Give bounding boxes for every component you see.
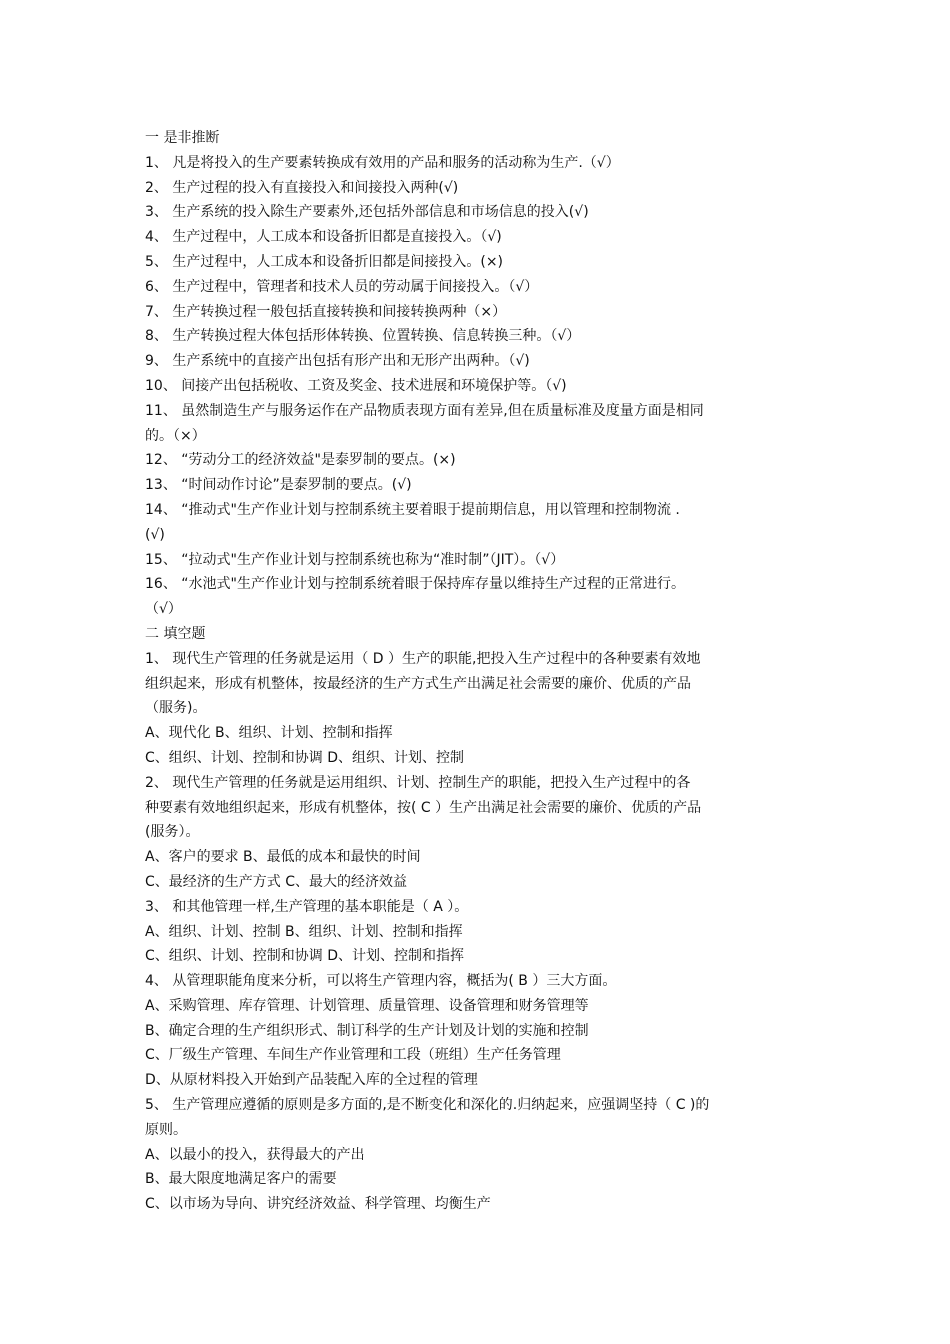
text-line: B、最大限度地满足客户的需要 bbox=[145, 1171, 337, 1188]
text-line: 种要素有效地组织起来，形成有机整体，按( C ）生产出满足社会需要的廉价、优质的产品 bbox=[145, 799, 702, 816]
text-line: 14、 “推动式"生产作业计划与控制系统主要着眼于提前期信息，用以管理和控制物流 . bbox=[145, 501, 680, 518]
text-line: 的。（×） bbox=[145, 427, 206, 444]
text-line: 1、 现代生产管理的任务就是运用（ D ）生产的职能,把投入生产过程中的各种要素有效地 bbox=[145, 650, 701, 667]
text-line: 原则。 bbox=[145, 1121, 187, 1138]
text-line: 二 填空题 bbox=[145, 625, 206, 642]
text-line: 4、 生产过程中，人工成本和设备折旧都是直接投入。（√) bbox=[145, 229, 502, 246]
text-line: C、以市场为导向、讲究经济效益、科学管理、均衡生产 bbox=[145, 1196, 491, 1213]
text-line: 11、 虽然制造生产与服务运作在产品物质表现方面有差异,但在质量标准及度量方面是相同 bbox=[145, 402, 704, 419]
text-line: 10、 间接产出包括税收、工资及奖金、技术进展和环境保护等。（√) bbox=[145, 377, 567, 394]
text-line: 1、 凡是将投入的生产要素转换成有效用的产品和服务的活动称为生产.（√） bbox=[145, 154, 620, 171]
text-line: 15、 “拉动式"生产作业计划与控制系统也称为“准时制”（JIT）。（√） bbox=[145, 551, 565, 568]
text-line: B、确定合理的生产组织形式、制订科学的生产计划及计划的实施和控制 bbox=[145, 1022, 589, 1039]
text-line: A、组织、计划、控制 B、组织、计划、控制和指挥 bbox=[145, 923, 463, 940]
text-line: 6、 生产过程中，管理者和技术人员的劳动属于间接投入。（√） bbox=[145, 278, 539, 295]
text-line: 13、 “时间动作讨论”是泰罗制的要点。(√) bbox=[145, 477, 412, 494]
text-line: 组织起来，形成有机整体，按最经济的生产方式生产出满足社会需要的廉价、优质的产品 bbox=[145, 675, 691, 692]
text-line: C、组织、计划、控制和协调 D、计划、控制和指挥 bbox=[145, 948, 465, 965]
text-line: 5、 生产过程中，人工成本和设备折旧都是间接投入。(×) bbox=[145, 253, 504, 270]
text-line: 2、 生产过程的投入有直接投入和间接投入两种(√) bbox=[145, 179, 459, 196]
text-line: A、客户的要求 B、最低的成本和最快的时间 bbox=[145, 849, 421, 866]
text-line: A、以最小的投入，获得最大的产出 bbox=[145, 1146, 365, 1163]
text-line: C、最经济的生产方式 C、最大的经济效益 bbox=[145, 873, 407, 890]
text-line: 7、 生产转换过程一般包括直接转换和间接转换两种（×） bbox=[145, 303, 507, 320]
text-line: 12、 “劳动分工的经济效益"是泰罗制的要点。(×) bbox=[145, 452, 456, 469]
text-line: 一 是非推断 bbox=[145, 130, 220, 146]
text-line: 2、 现代生产管理的任务就是运用组织、计划、控制生产的职能，把投入生产过程中的各 bbox=[145, 774, 691, 791]
text-line: 16、 “水池式"生产作业计划与控制系统着眼于保持库存量以维持生产过程的正常进行。 bbox=[145, 576, 685, 593]
text-line: （服务)。 bbox=[145, 700, 207, 717]
text-line: D、从原材料投入开始到产品装配入库的全过程的管理 bbox=[145, 1072, 478, 1089]
text-line: (服务）。 bbox=[145, 824, 200, 841]
text-line: 3、 和其他管理一样,生产管理的基本职能是（ A ）。 bbox=[145, 898, 469, 915]
text-line: A、现代化 B、组织、计划、控制和指挥 bbox=[145, 725, 393, 742]
text-line: (√) bbox=[145, 526, 165, 543]
text-line: 3、 生产系统的投入除生产要素外,还包括外部信息和市场信息的投入(√) bbox=[145, 204, 589, 221]
text-line: 8、 生产转换过程大体包括形体转换、位置转换、信息转换三种。（√） bbox=[145, 328, 581, 345]
text-line: A、采购管理、库存管理、计划管理、质量管理、设备管理和财务管理等 bbox=[145, 997, 589, 1014]
text-line: 4、 从管理职能角度来分析，可以将生产管理内容，概括为( B ）三大方面。 bbox=[145, 973, 617, 990]
text-line: C、组织、计划、控制和协调 D、组织、计划、控制 bbox=[145, 749, 465, 766]
text-line: 5、 生产管理应遵循的原则是多方面的,是不断变化和深化的.归纳起来，应强调坚持（ C )的 bbox=[145, 1097, 710, 1114]
text-line: 9、 生产系统中的直接产出包括有形产出和无形产出两种。（√) bbox=[145, 353, 530, 370]
document-page bbox=[145, 126, 810, 1217]
text-line: （√） bbox=[145, 601, 182, 618]
text-line: C、厂级生产管理、车间生产作业管理和工段（班组）生产任务管理 bbox=[145, 1047, 561, 1064]
